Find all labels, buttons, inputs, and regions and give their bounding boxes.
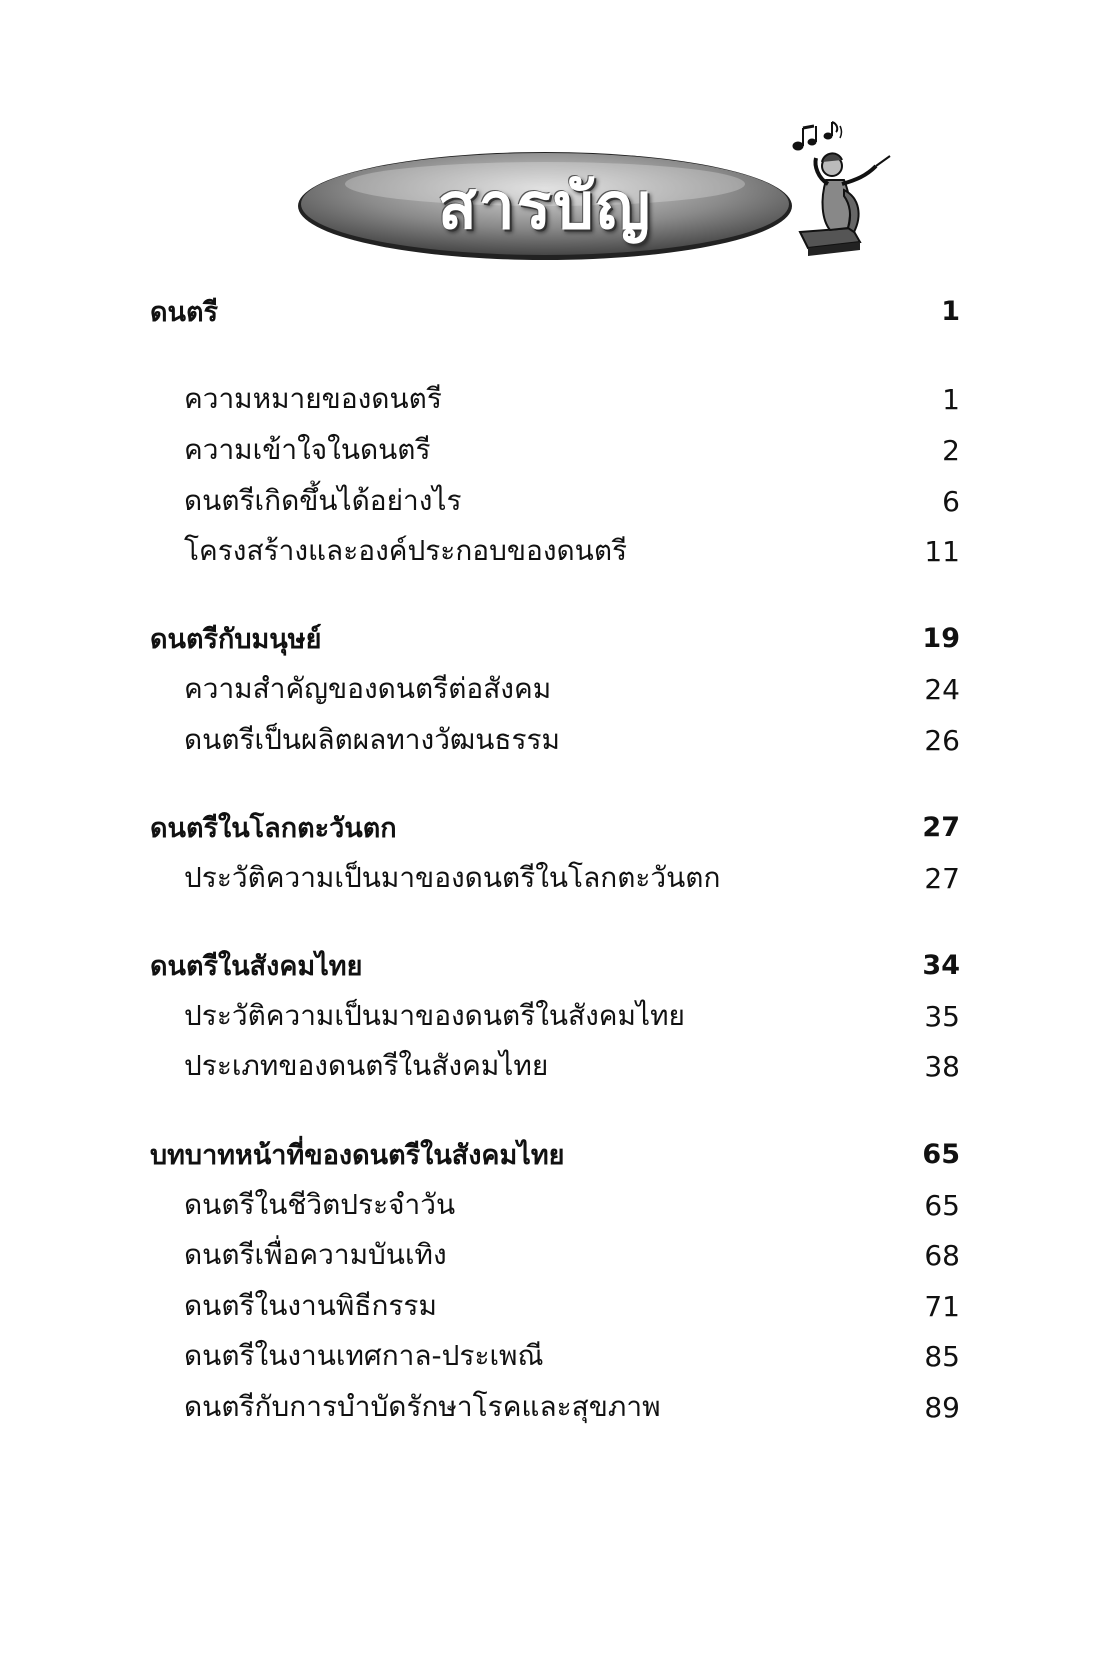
item-page-number: 85 (924, 1339, 960, 1373)
section-page-number: 19 (922, 622, 960, 654)
item-label: ความหมายของดนตรี (184, 382, 442, 415)
item-label: ดนตรีในงานพิธีกรรม (184, 1289, 437, 1322)
toc-item[interactable] (150, 527, 960, 575)
item-label: ประวัติความเป็นมาของดนตรีในสังคมไทย (184, 999, 685, 1032)
item-label: ดนตรีกับการบำบัดรักษาโรคและสุขภาพ (184, 1390, 661, 1423)
item-label: ดนตรีเกิดขึ้นได้อย่างไร (184, 484, 462, 517)
toc-item[interactable] (150, 1231, 960, 1279)
item-page-number: 68 (924, 1238, 960, 1272)
item-label: โครงสร้างและองค์ประกอบของดนตรี (184, 534, 628, 567)
section-page-number: 34 (922, 949, 960, 981)
item-page-number: 38 (924, 1049, 960, 1083)
toc-item[interactable] (150, 1383, 960, 1431)
page-title: สารบัญ (437, 169, 653, 244)
item-label: ความเข้าใจในดนตรี (184, 433, 431, 466)
toc-item[interactable] (150, 854, 960, 902)
section-label: ดนตรี (150, 296, 219, 328)
section-page-number: 1 (941, 295, 960, 327)
toc-item[interactable] (150, 1332, 960, 1380)
toc-item[interactable] (150, 992, 960, 1040)
toc-item[interactable] (150, 426, 960, 474)
item-label: ดนตรีเป็นผลิตผลทางวัฒนธรรม (184, 723, 560, 756)
section-label: ดนตรีในโลกตะวันตก (150, 812, 397, 844)
section-label: บทบาทหน้าที่ของดนตรีในสังคมไทย (150, 1139, 565, 1171)
item-page-number: 71 (924, 1289, 960, 1323)
item-page-number: 11 (924, 534, 960, 568)
section-label: ดนตรีกับมนุษย์ (150, 623, 322, 655)
toc-section-western-music[interactable] (150, 803, 960, 851)
toc-item[interactable] (150, 1282, 960, 1330)
section-page-number: 65 (922, 1138, 960, 1170)
item-label: ประวัติความเป็นมาของดนตรีในโลกตะวันตก (184, 861, 721, 894)
conductor-illustration (790, 120, 910, 260)
item-page-number: 89 (924, 1390, 960, 1424)
item-page-number: 1 (942, 382, 960, 416)
item-page-number: 2 (942, 433, 960, 467)
item-label: ความสำคัญของดนตรีต่อสังคม (184, 672, 552, 705)
toc-item[interactable] (150, 1181, 960, 1229)
toc-section-music[interactable] (150, 287, 960, 335)
toc-item[interactable] (150, 665, 960, 713)
item-page-number: 26 (924, 723, 960, 757)
toc-item[interactable] (150, 477, 960, 525)
toc-section-music-roles[interactable] (150, 1130, 960, 1178)
item-page-number: 27 (924, 861, 960, 895)
toc-item[interactable] (150, 375, 960, 423)
section-label: ดนตรีในสังคมไทย (150, 950, 363, 982)
toc-section-music-and-humans[interactable] (150, 614, 960, 662)
toc-section-thai-music[interactable] (150, 941, 960, 989)
item-page-number: 24 (924, 672, 960, 706)
item-label: ดนตรีในชีวิตประจำวัน (184, 1188, 456, 1221)
title-banner (296, 150, 794, 262)
music-note-icon (793, 122, 842, 150)
item-label: ดนตรีในงานเทศกาล-ประเพณี (184, 1339, 544, 1372)
item-page-number: 65 (924, 1188, 960, 1222)
item-page-number: 6 (942, 484, 960, 518)
section-page-number: 27 (922, 811, 960, 843)
item-label: ดนตรีเพื่อความบันเทิง (184, 1238, 447, 1271)
item-page-number: 35 (924, 999, 960, 1033)
item-label: ประเภทของดนตรีในสังคมไทย (184, 1049, 549, 1082)
toc-item[interactable] (150, 716, 960, 764)
toc-item[interactable] (150, 1042, 960, 1090)
